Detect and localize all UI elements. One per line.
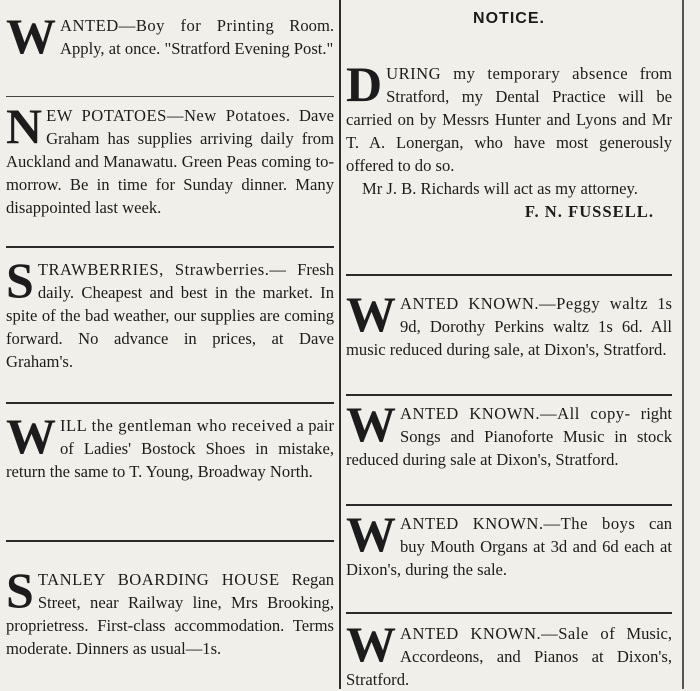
ad-body: a pair of Ladies' Bostock Shoes in mistake, return the same to T. Young, Broadway North. xyxy=(6,416,334,481)
ad-lead: URING my temporary absence xyxy=(386,64,629,83)
ad-waltz-music xyxy=(346,286,673,361)
drop-cap: W xyxy=(6,8,56,64)
drop-cap: W xyxy=(346,286,396,342)
ad-body: Fresh daily. Cheapest and best in the market. In spite of the bad weather, our supplies are coming forward. No advance in prices, at Dave Graham's. xyxy=(6,260,334,371)
ad-printing-boy xyxy=(6,8,334,64)
ad-body: from Stratford, my Dental Practice will be carried on by Messrs Hunter and Lyons and Mr T. A. Lonergan, who have most generously offered to do so. xyxy=(346,64,672,175)
divider-rule xyxy=(6,96,334,97)
ad-lead: TANLEY BOARDING HOUSE xyxy=(37,570,280,589)
divider-rule xyxy=(6,540,334,542)
right-column xyxy=(346,0,672,689)
ad-lead: ANTED KNOWN.—The boys xyxy=(400,514,636,533)
ad-body: 1s 9d, Dorothy Perkins waltz 1s 6d. All music reduced during sale, at Dixon's, Stratford. xyxy=(346,294,673,359)
ad-strawberries xyxy=(6,252,334,373)
divider-rule xyxy=(6,246,334,248)
drop-cap: W xyxy=(346,616,396,672)
ad-bostock-shoes xyxy=(6,408,334,483)
ad-lead: ILL the gentleman who received xyxy=(60,416,292,435)
notice-dental-practice xyxy=(346,56,672,223)
ad-new-potatoes xyxy=(6,98,334,219)
ad-body: right Songs and Pianoforte Music in stock reduced during sale at Dixon's, Stratford. xyxy=(346,404,673,469)
ad-stanley-boarding-house xyxy=(6,562,335,660)
divider-rule xyxy=(6,402,334,404)
ad-body: Music, Accordeons, and Pianos at Dixon's, Stratford. xyxy=(346,624,672,689)
notice-signature: F. N. FUSSELL. xyxy=(524,202,654,221)
drop-cap: W xyxy=(346,506,396,562)
ad-lead: TRAWBERRIES, Strawberries.— xyxy=(37,260,287,279)
divider-rule xyxy=(346,612,672,614)
left-column xyxy=(6,0,334,689)
divider-rule xyxy=(346,274,672,276)
ad-copyright-songs xyxy=(346,396,673,471)
ad-mouth-organs xyxy=(346,506,672,581)
page-edge-rule xyxy=(682,0,684,689)
ad-lead: ANTED KNOWN.—Sale of xyxy=(400,624,616,643)
ad-body: Room. Apply, at once. "Stratford Evening Post." xyxy=(60,16,334,58)
ad-lead: EW POTATOES—New Potatoes. xyxy=(46,106,291,125)
drop-cap: S xyxy=(6,562,34,618)
notice-heading: NOTICE. xyxy=(473,10,545,27)
ad-body: can buy Mouth Organs at 3d and 6d each at Dixon's, during the sale. xyxy=(346,514,672,579)
ad-lead: ANTED KNOWN.—Peggy waltz xyxy=(400,294,649,313)
ad-body: Regan Street, near Railway line, Mrs Brooking, proprietress. First-class accommodation. Terms moderate. Dinners as usual—1s. xyxy=(6,570,335,658)
ad-accordeons-pianos xyxy=(346,616,672,691)
drop-cap: W xyxy=(346,396,396,452)
drop-cap: S xyxy=(6,252,34,308)
notice-attorney-line: Mr J. B. Richards will act as my attorney. xyxy=(362,179,638,198)
drop-cap: D xyxy=(346,56,383,112)
column-divider xyxy=(339,0,341,689)
ad-body: Dave Graham has supplies arriving daily from Auckland and Manawatu. Green Peas coming to-morrow. Be in time for Sunday dinner. Many disappointed last week. xyxy=(6,106,334,217)
drop-cap: W xyxy=(6,408,56,464)
drop-cap: N xyxy=(6,98,43,154)
ad-lead: ANTED KNOWN.—All copy- xyxy=(400,404,631,423)
ad-lead: ANTED—Boy for Printing xyxy=(60,16,275,35)
